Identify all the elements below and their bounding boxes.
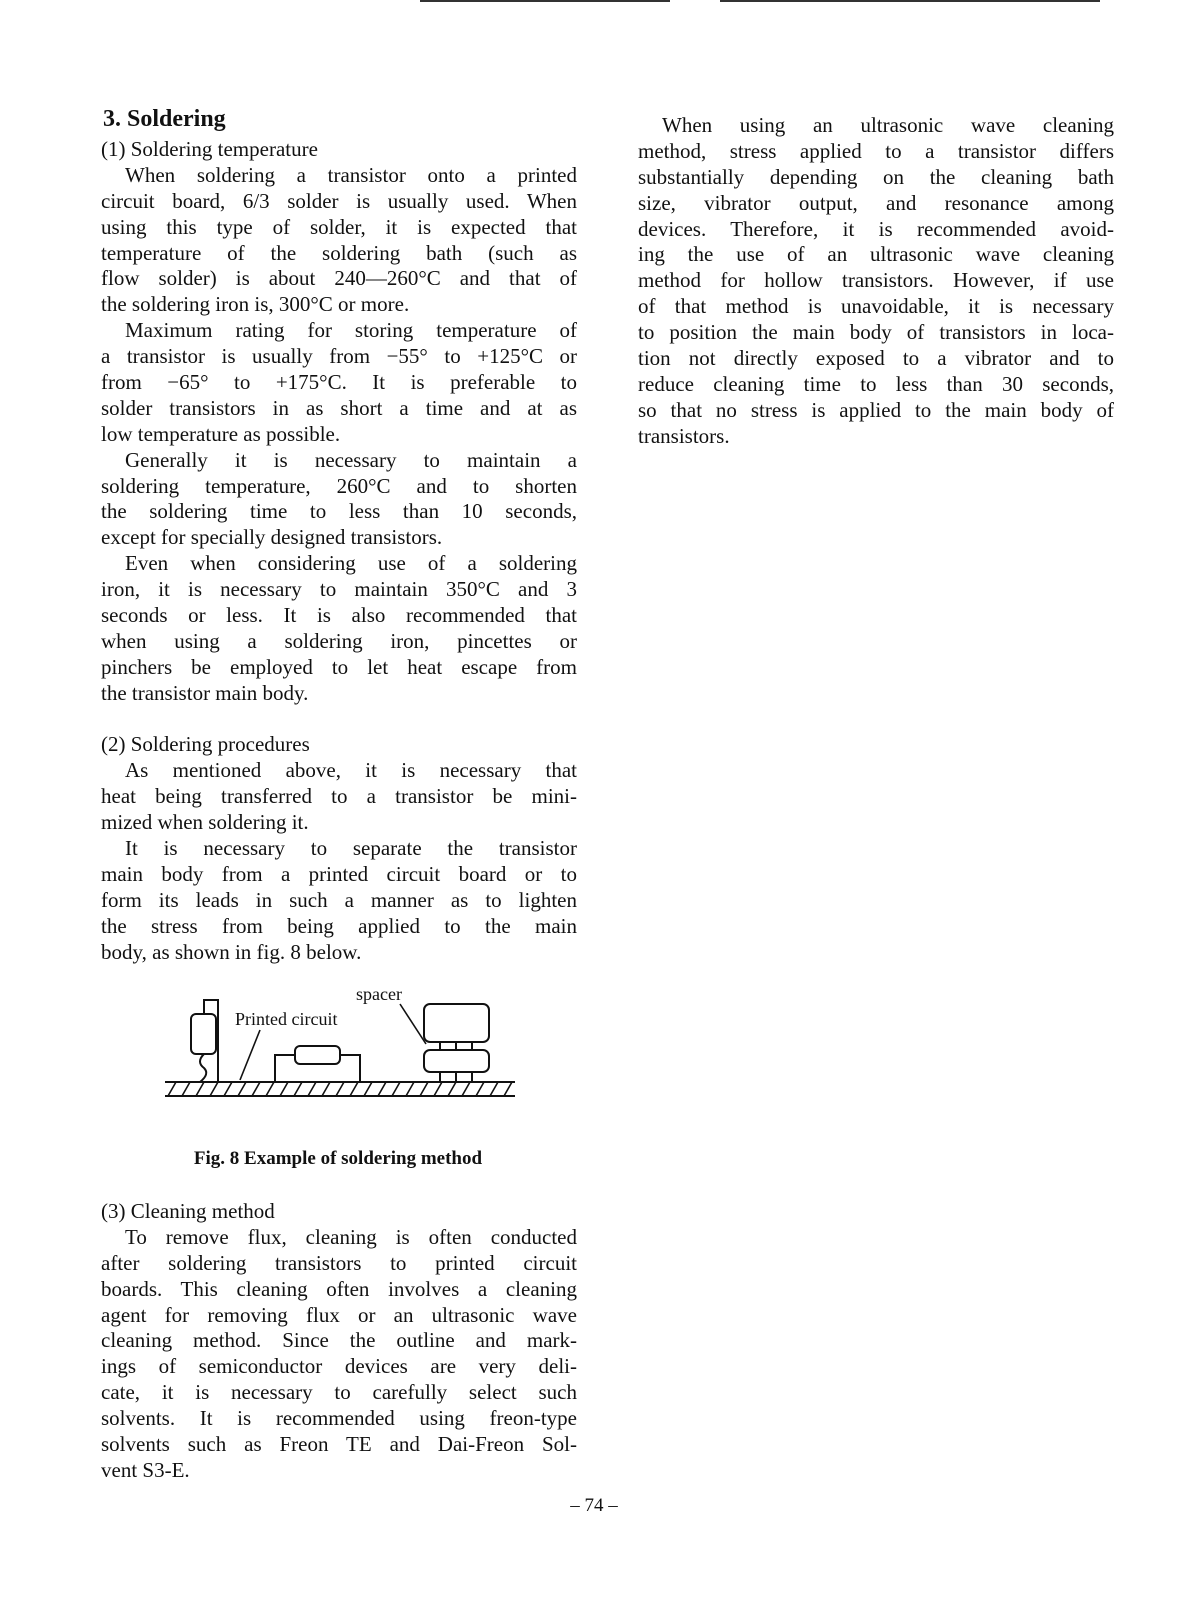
paragraph-line: the stress from being applied to the main <box>101 913 577 938</box>
paragraph-line: vent S3-E. <box>101 1457 190 1482</box>
paragraph-line: flow solder) is about 240—260°C and that of <box>101 266 577 291</box>
paragraph-line: form its leads in such a manner as to lighten <box>101 887 577 912</box>
paragraph-line: method for hollow transistors. However, if use <box>638 268 1114 293</box>
paragraph-line: to position the main body of transistors in loca- <box>638 320 1114 345</box>
paragraph-line: As mentioned above, it is necessary that <box>125 758 577 783</box>
paragraph-line: ings of semiconductor devices are very deli- <box>101 1354 577 1379</box>
spacer-pointer <box>400 1004 426 1044</box>
subheading: (2) Soldering procedures <box>101 732 310 757</box>
paragraph-line: heat being transferred to a transistor be mini- <box>101 784 577 809</box>
paragraph-line: solder transistors in as short a time and at as <box>101 395 577 420</box>
paragraph-line: so that no stress is applied to the main body of <box>638 397 1114 422</box>
paragraph-line: Maximum rating for storing temperature of <box>125 318 577 343</box>
paragraph-line: agent for removing flux or an ultrasonic wave <box>101 1302 577 1327</box>
label-spacer: spacer <box>356 984 402 1004</box>
paragraph-line: when using a soldering iron, pincettes or <box>101 628 577 653</box>
left-column-bottom <box>101 1199 577 1484</box>
paragraph-line: using this type of solder, it is expected that <box>101 214 577 239</box>
paragraph-line: transistors. <box>638 423 730 448</box>
horizontal-component <box>275 1046 360 1082</box>
paragraph-line: main body from a printed circuit board or to <box>101 861 577 886</box>
paragraph-line: cleaning method. Since the outline and mark- <box>101 1328 577 1353</box>
figure-caption: Fig. 8 Example of soldering method <box>193 1148 483 1169</box>
circuit-board <box>165 1082 515 1096</box>
paragraph-line: seconds or less. It is also recommended that <box>101 603 577 628</box>
subheading: (1) Soldering temperature <box>101 137 318 161</box>
paragraph-line: solvents. It is recommended using freon-type <box>101 1406 577 1431</box>
subheading <box>101 707 577 733</box>
paragraph-line: except for specially designed transistors. <box>101 525 443 550</box>
page-number: – 74 – <box>570 1495 618 1516</box>
paragraph-line: ing the use of an ultrasonic wave cleaning <box>638 242 1114 267</box>
paragraph-line: tion not directly exposed to a vibrator and to <box>638 346 1114 371</box>
paragraph-line: When using an ultrasonic wave cleaning <box>662 113 1114 137</box>
paragraph-line: cate, it is necessary to carefully select such <box>101 1380 577 1405</box>
paragraph-line: reduce cleaning time to less than 30 seconds, <box>638 371 1114 396</box>
paragraph-line: from −65° to +175°C. It is preferable to <box>101 370 577 395</box>
subheading: (3) Cleaning method <box>101 1199 275 1223</box>
paragraph-line: iron, it is necessary to maintain 350°C and 3 <box>101 577 577 602</box>
paragraph-line: substantially depending on the cleaning bath <box>638 164 1114 189</box>
paragraph-line: size, vibrator output, and resonance among <box>638 190 1114 215</box>
paragraph-line: mized when soldering it. <box>101 810 309 835</box>
scan-edge-line <box>720 0 1100 2</box>
right-column <box>638 113 1114 450</box>
paragraph-line: circuit board, 6/3 solder is usually used. When <box>101 188 577 213</box>
paragraph-line: solvents such as Freon TE and Dai-Freon Sol- <box>101 1432 577 1457</box>
paragraph-line: after soldering transistors to printed circuit <box>101 1250 577 1275</box>
paragraph-line: the soldering iron is, 300°C or more. <box>101 292 410 317</box>
label-printed-circuit: Printed circuit <box>235 1009 338 1029</box>
section-title: 3. Soldering <box>103 106 226 132</box>
paragraph-line: It is necessary to separate the transistor <box>125 836 577 861</box>
printed-circuit-pointer <box>240 1030 260 1080</box>
paragraph-line: temperature of the soldering bath (such as <box>101 240 577 265</box>
paragraph-line: When soldering a transistor onto a printed <box>125 162 577 187</box>
paragraph-line: of that method is unavoidable, it is necessary <box>638 294 1114 319</box>
paragraph-line: Generally it is necessary to maintain a <box>125 447 577 472</box>
spacer-mounted-component <box>424 1004 489 1082</box>
scan-edge-line <box>420 0 670 2</box>
paragraph-line: Even when considering use of a soldering <box>125 551 577 576</box>
paragraph-line: To remove flux, cleaning is often conducted <box>125 1224 577 1249</box>
paragraph-line: low temperature as possible. <box>101 421 341 446</box>
paragraph-line: devices. Therefore, it is recommended avoid- <box>638 216 1114 241</box>
paragraph-line: pinchers be employed to let heat escape from <box>101 654 577 679</box>
paragraph-line: the transistor main body. <box>101 680 309 705</box>
paragraph-line: boards. This cleaning often involves a cleaning <box>101 1276 577 1301</box>
paragraph-line: soldering temperature, 260°C and to shorten <box>101 473 577 498</box>
soldering-figure <box>160 982 530 1112</box>
left-column-top <box>101 137 577 966</box>
paragraph-line: method, stress applied to a transistor differs <box>638 138 1114 163</box>
vertical-component <box>191 1000 218 1082</box>
paragraph-line: a transistor is usually from −55° to +125°C or <box>101 344 577 369</box>
paragraph-line: body, as shown in fig. 8 below. <box>101 939 362 964</box>
paragraph-line: the soldering time to less than 10 seconds, <box>101 499 577 524</box>
